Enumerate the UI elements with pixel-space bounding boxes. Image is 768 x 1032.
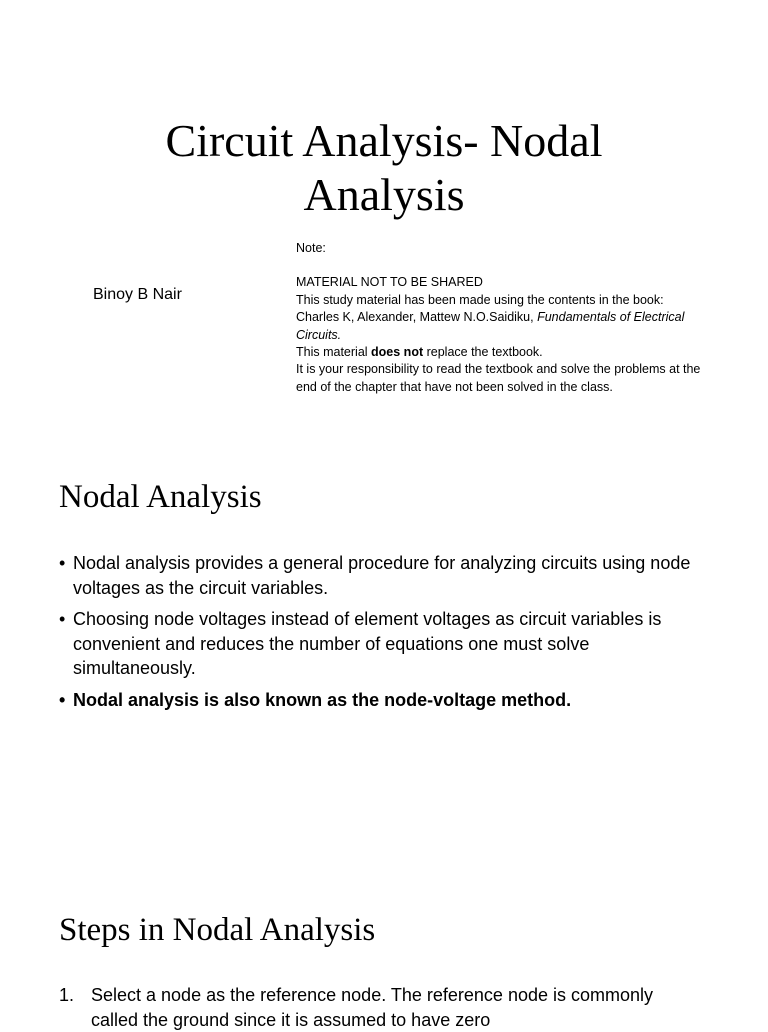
author-name: Binoy B Nair [93, 286, 182, 303]
bullet-icon: • [59, 553, 66, 573]
note-replace-line [296, 344, 716, 361]
replace-prefix: This material [296, 345, 372, 360]
citation-book-title: Fundamentals of Electrical Circuits. [296, 310, 685, 342]
note-source-line: This study material has been made using the contents in the book: [296, 292, 664, 307]
bullet-icon: • [59, 609, 66, 629]
bullet-text: Nodal analysis is also known as the node-voltage method. [73, 689, 572, 710]
note-shared-warning: MATERIAL NOT TO BE SHARED [296, 275, 483, 290]
section-heading: Steps in Nodal Analysis [59, 912, 376, 948]
note-citation [296, 309, 716, 344]
title-slide [0, 0, 768, 430]
bullet-icon: • [59, 689, 66, 710]
citation-authors: Charles K, Alexander, Mattew N.O.Saidiku, [296, 310, 538, 325]
bullet-text: Choosing node voltages instead of element voltages as circuit variables is convenient and reduces the number of equations one must solve simultaneously. [73, 609, 662, 678]
note-responsibility: It is your responsibility to read the textbook and solve the problems at the end of the chapter that have not been solved in the class. [296, 362, 701, 394]
section-heading: Nodal Analysis [59, 479, 262, 515]
list-item [59, 688, 699, 713]
step-number: 1. [59, 985, 75, 1005]
note-block [296, 240, 716, 396]
list-item [59, 983, 679, 1032]
page-title: Circuit Analysis- Nodal Analysis [165, 115, 603, 220]
steps-slide [0, 860, 768, 1030]
bullet-text: Nodal analysis provides a general procedure for analyzing circuits using node voltages as the circuit variables. [73, 553, 691, 598]
note-spacer [296, 257, 716, 274]
note-label: Note: [296, 241, 326, 255]
step-text: Select a node as the reference node. The reference node is commonly called the ground since it is assumed to have zero [91, 985, 654, 1030]
list-item [59, 607, 699, 681]
nodal-analysis-slide [0, 430, 768, 860]
bullet-list [59, 551, 699, 719]
replace-suffix: replace the textbook. [423, 345, 543, 360]
list-item [59, 551, 699, 600]
replace-emphasis: does not [371, 345, 424, 360]
steps-list [59, 983, 679, 1032]
